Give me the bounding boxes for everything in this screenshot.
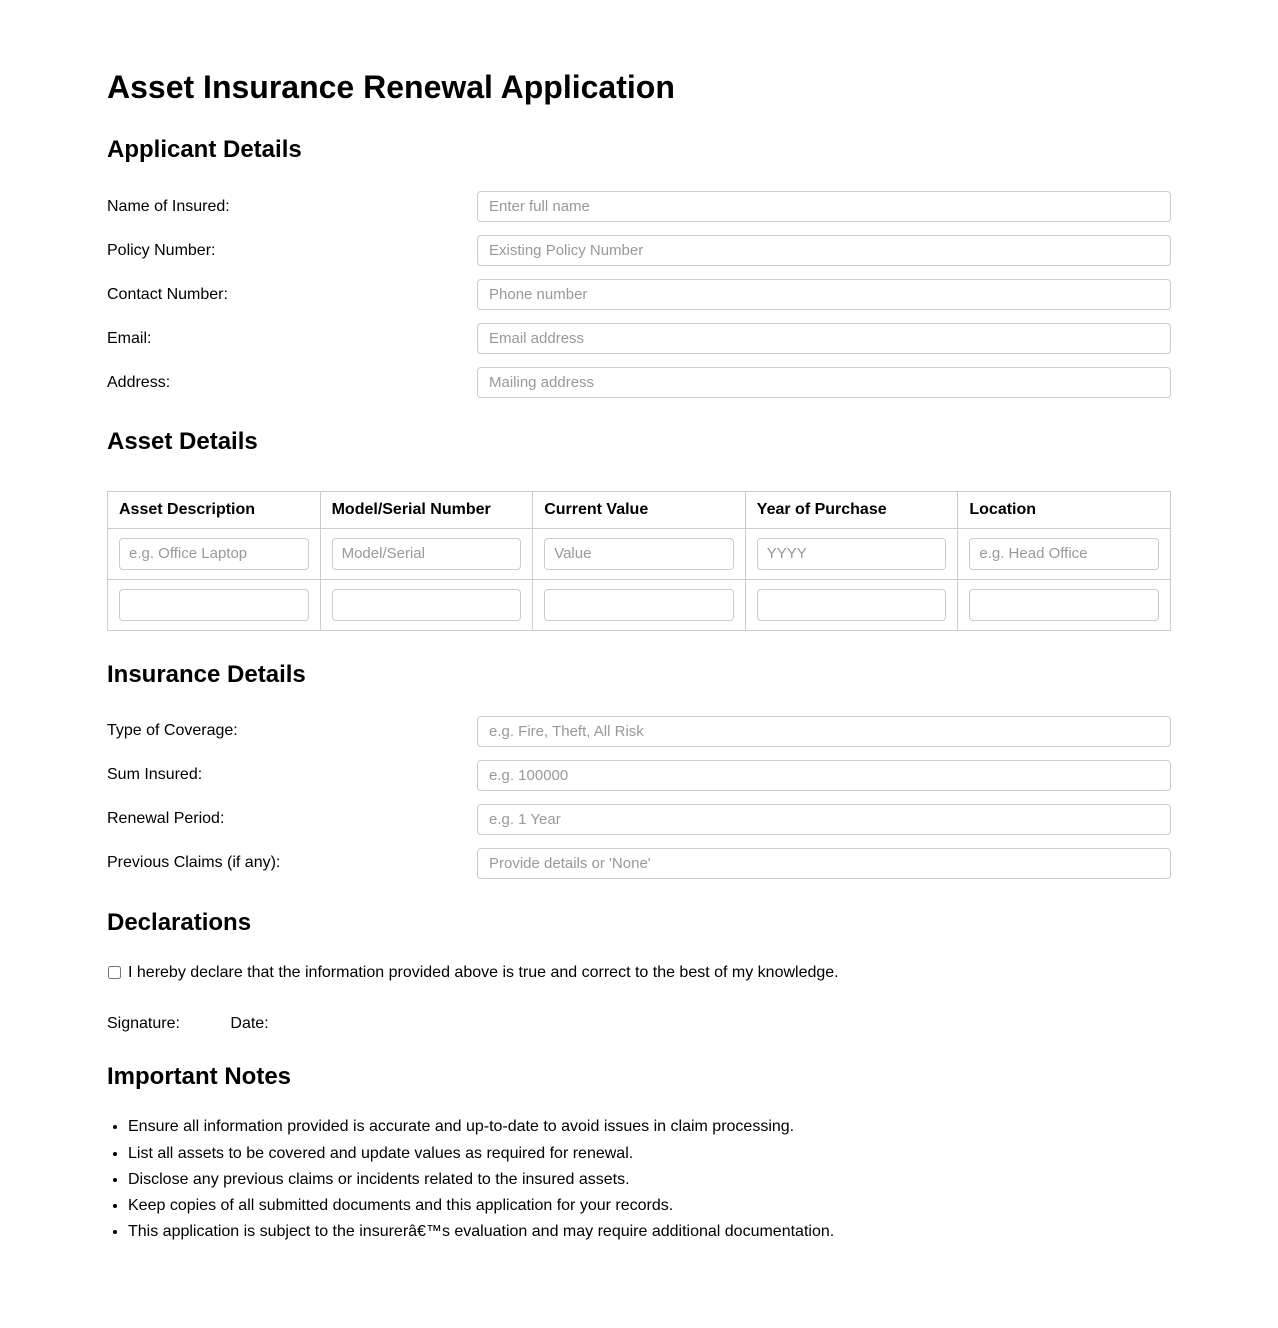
section-heading-declarations: Declarations	[107, 908, 252, 936]
address-input[interactable]	[477, 367, 1171, 398]
note-item-disclose-claims: • Disclose any previous claims or incidents related to the insured assets.	[128, 1170, 1171, 1189]
asset-row1-year-of-purchase-input[interactable]	[757, 538, 947, 570]
email-label: Email:	[107, 329, 152, 347]
asset-row1-model-serial-cell	[320, 528, 533, 579]
policy-number-input[interactable]	[477, 235, 1171, 266]
form-row-email	[107, 323, 1171, 354]
renewal-period-label: Renewal Period:	[107, 810, 225, 828]
signature-label: Signature:	[107, 1014, 180, 1032]
asset-row2-location-input[interactable]	[969, 589, 1159, 621]
declaration-checkbox[interactable]	[108, 966, 121, 979]
address-label: Address:	[107, 373, 171, 391]
asset-table-row-1	[108, 528, 1171, 579]
column-header-model-serial-number: Model/Serial Number	[320, 491, 533, 528]
asset-row1-description-input[interactable]	[119, 538, 309, 570]
asset-row1-location-input[interactable]	[969, 538, 1159, 570]
form-row-sum-insured	[107, 760, 1171, 791]
section-heading-important-notes: Important Notes	[107, 1062, 292, 1090]
sum-insured-input[interactable]	[477, 760, 1171, 791]
form-row-address	[107, 367, 1171, 398]
asset-row2-current-value-input[interactable]	[544, 589, 734, 621]
previous-claims-input[interactable]	[477, 848, 1171, 879]
asset-row1-current-value-cell	[533, 528, 746, 579]
asset-row2-description-cell	[108, 579, 321, 630]
asset-details-table	[107, 491, 1171, 631]
form-row-type-of-coverage	[107, 716, 1171, 747]
asset-row1-model-serial-input[interactable]	[332, 538, 522, 570]
form-row-policy-number	[107, 235, 1171, 266]
sum-insured-label: Sum Insured:	[107, 766, 203, 784]
type-of-coverage-input[interactable]	[477, 716, 1171, 747]
asset-row2-year-of-purchase-input[interactable]	[757, 589, 947, 621]
asset-row2-model-serial-input[interactable]	[332, 589, 522, 621]
signature-date-row	[107, 1015, 1171, 1033]
declaration-statement: I hereby declare that the information provided above is true and correct to the best of my knowledge.	[128, 963, 839, 981]
asset-row2-current-value-cell	[533, 579, 746, 630]
form-row-renewal-period	[107, 804, 1171, 835]
asset-table-header-row	[108, 491, 1171, 528]
column-header-asset-description: Asset Description	[108, 491, 321, 528]
name-of-insured-label: Name of Insured:	[107, 197, 230, 215]
asset-row2-location-cell	[958, 579, 1171, 630]
column-header-current-value: Current Value	[533, 491, 746, 528]
asset-row1-current-value-input[interactable]	[544, 538, 734, 570]
contact-number-label: Contact Number:	[107, 285, 228, 303]
section-heading-asset-details: Asset Details	[107, 428, 258, 456]
form-row-previous-claims	[107, 848, 1171, 879]
email-input[interactable]	[477, 323, 1171, 354]
form-row-contact-number	[107, 279, 1171, 310]
name-of-insured-input[interactable]	[477, 191, 1171, 222]
note-item-accuracy: • Ensure all information provided is accurate and up-to-date to avoid issues in claim processing.	[128, 1117, 1171, 1136]
previous-claims-label: Previous Claims (if any):	[107, 854, 281, 872]
section-heading-applicant-details: Applicant Details	[107, 136, 302, 164]
asset-row2-year-of-purchase-cell	[745, 579, 958, 630]
important-notes-list	[107, 1117, 1171, 1241]
declaration-row	[107, 964, 1171, 982]
section-heading-insurance-details: Insurance Details	[107, 660, 306, 688]
type-of-coverage-label: Type of Coverage:	[107, 722, 238, 740]
asset-row1-year-of-purchase-cell	[745, 528, 958, 579]
column-header-year-of-purchase: Year of Purchase	[745, 491, 958, 528]
note-item-insurer-evaluation: • This application is subject to the insurerâ€™s evaluation and may require additional documentation.	[128, 1222, 1171, 1241]
asset-row2-description-input[interactable]	[119, 589, 309, 621]
asset-row2-model-serial-cell	[320, 579, 533, 630]
date-label: Date:	[230, 1014, 269, 1032]
form-row-name-of-insured	[107, 191, 1171, 222]
renewal-period-input[interactable]	[477, 804, 1171, 835]
form-page	[107, 0, 1171, 1328]
column-header-location: Location	[958, 491, 1171, 528]
asset-row1-location-cell	[958, 528, 1171, 579]
policy-number-label: Policy Number:	[107, 241, 216, 259]
note-item-keep-copies: • Keep copies of all submitted documents and this application for your records.	[128, 1196, 1171, 1215]
asset-row1-description-cell	[108, 528, 321, 579]
contact-number-input[interactable]	[477, 279, 1171, 310]
page-title: Asset Insurance Renewal Application	[107, 69, 675, 105]
asset-table-row-2	[108, 579, 1171, 630]
note-item-list-assets: • List all assets to be covered and update values as required for renewal.	[128, 1144, 1171, 1163]
